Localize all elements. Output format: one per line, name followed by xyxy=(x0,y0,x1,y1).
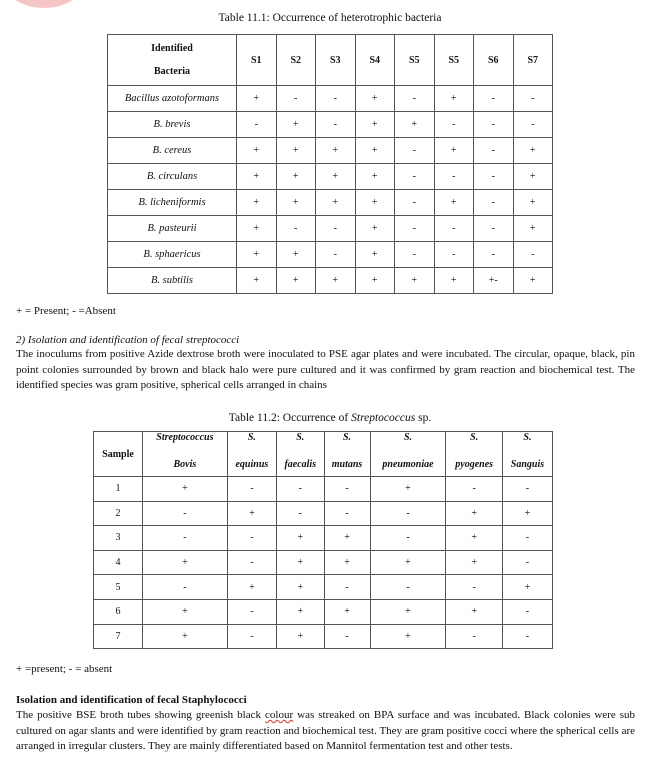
occurrence-cell: + xyxy=(370,550,446,575)
occurrence-cell: + xyxy=(276,190,316,216)
occurrence-cell: - xyxy=(502,599,552,624)
table-row xyxy=(108,216,553,242)
decorative-shape xyxy=(2,0,86,8)
occurrence-cell: - xyxy=(474,86,514,112)
heterotrophic-bacteria-table xyxy=(107,34,553,294)
occurrence-cell: - xyxy=(276,86,316,112)
bacteria-name: B. cereus xyxy=(108,138,237,164)
occurrence-cell: - xyxy=(434,242,474,268)
sample-number: 7 xyxy=(94,624,143,649)
table1-header-bacteria xyxy=(108,35,237,86)
bacteria-name: B. brevis xyxy=(108,112,237,138)
occurrence-cell: - xyxy=(316,242,356,268)
occurrence-cell: + xyxy=(502,501,552,526)
table-row xyxy=(108,164,553,190)
table-row xyxy=(94,624,553,649)
occurrence-cell: - xyxy=(474,164,514,190)
occurrence-cell: + xyxy=(277,550,325,575)
table-row xyxy=(108,112,553,138)
occurrence-cell: - xyxy=(370,575,446,600)
table-row xyxy=(94,501,553,526)
table2-column-header-bottom: pyogenes xyxy=(446,452,502,477)
table2-column-header-bottom: Bovis xyxy=(143,452,228,477)
section3-paragraph-end: was streaked on BPA surface and was incubated. Black colonies were sub cultured on agar slants and were identified by gram reaction and biochemical test. They are gram positive cocci where the spherical cells are arranged in irregular clusters. They are mainly differentiated based on Mannitol fermentation test and other tests. xyxy=(16,709,635,752)
occurrence-cell: + xyxy=(316,164,356,190)
occurrence-cell: + xyxy=(355,190,395,216)
occurrence-cell: + xyxy=(355,216,395,242)
table2-column-header-bottom: Sanguis xyxy=(502,452,552,477)
occurrence-cell: + xyxy=(237,268,277,294)
table-row xyxy=(94,599,553,624)
table-row xyxy=(108,268,553,294)
occurrence-cell: - xyxy=(277,477,325,502)
occurrence-cell: - xyxy=(143,526,228,551)
sample-number: 5 xyxy=(94,575,143,600)
occurrence-cell: - xyxy=(370,526,446,551)
bacteria-name: B. sphaericus xyxy=(108,242,237,268)
sample-number: 3 xyxy=(94,526,143,551)
occurrence-cell: - xyxy=(370,501,446,526)
table1-column-header: S2 xyxy=(276,35,316,86)
table1-column-header: S5 xyxy=(434,35,474,86)
occurrence-cell: + xyxy=(513,190,553,216)
occurrence-cell: + xyxy=(277,624,325,649)
table1-column-header: S4 xyxy=(355,35,395,86)
table1-header-line2: Bacteria xyxy=(153,66,191,77)
occurrence-cell: - xyxy=(502,624,552,649)
table2-column-header-top: S. xyxy=(446,432,502,453)
table2-column-header-top: S. xyxy=(324,432,370,453)
occurrence-cell: + xyxy=(513,268,553,294)
occurrence-cell: - xyxy=(227,599,276,624)
occurrence-cell: + xyxy=(277,599,325,624)
occurrence-cell: - xyxy=(474,138,514,164)
occurrence-cell: + xyxy=(277,575,325,600)
occurrence-cell: - xyxy=(474,190,514,216)
occurrence-cell: + xyxy=(502,575,552,600)
section2-paragraph: The inoculums from positive Azide dextrose broth were inoculated to PSE agar plates and were incubated. The circular, opaque, black, pin point colonies surrounded by brown and black halo were pure cultured and it was confirmed by gram reaction and biochemical test. The identified species was gram positive, spherical cells arranged in chains xyxy=(16,348,635,391)
occurrence-cell: + xyxy=(513,216,553,242)
occurrence-cell: - xyxy=(324,501,370,526)
occurrence-cell: - xyxy=(502,526,552,551)
bacteria-name: B. subtilis xyxy=(108,268,237,294)
table2-column-header-top: S. xyxy=(370,432,446,453)
occurrence-cell: - xyxy=(513,112,553,138)
occurrence-cell: - xyxy=(143,575,228,600)
occurrence-cell: - xyxy=(324,575,370,600)
table2-column-header-top: S. xyxy=(277,432,325,453)
table2-legend: + =present; - = absent xyxy=(16,663,113,675)
occurrence-cell: + xyxy=(276,138,316,164)
occurrence-cell: + xyxy=(276,242,316,268)
table1-legend: + = Present; - =Absent xyxy=(16,305,116,317)
table-row xyxy=(108,138,553,164)
misspelled-word: colour xyxy=(265,709,294,721)
occurrence-cell: - xyxy=(474,242,514,268)
occurrence-cell: + xyxy=(143,477,228,502)
bacteria-name: Bacillus azotoformans xyxy=(108,86,237,112)
table2-column-header-bottom: equinus xyxy=(227,452,276,477)
occurrence-cell: + xyxy=(324,526,370,551)
occurrence-cell: + xyxy=(434,268,474,294)
bacteria-name: B. licheniformis xyxy=(108,190,237,216)
table2-column-header-bottom: pneumoniae xyxy=(370,452,446,477)
occurrence-cell: + xyxy=(355,164,395,190)
occurrence-cell: + xyxy=(434,138,474,164)
table-row xyxy=(108,190,553,216)
occurrence-cell: + xyxy=(276,268,316,294)
occurrence-cell: + xyxy=(355,86,395,112)
table2-caption-prefix: Table 11.2: Occurrence of xyxy=(228,412,352,424)
occurrence-cell: + xyxy=(237,216,277,242)
table-row xyxy=(94,477,553,502)
occurrence-cell: + xyxy=(355,138,395,164)
occurrence-cell: - xyxy=(237,112,277,138)
table2-column-header-bottom: faecalis xyxy=(277,452,325,477)
section3-paragraph-start: The positive BSE broth tubes showing greenish black xyxy=(16,709,265,721)
sample-number: 6 xyxy=(94,599,143,624)
occurrence-cell: - xyxy=(513,242,553,268)
table-row xyxy=(108,242,553,268)
table2-caption-suffix: sp. xyxy=(415,412,432,424)
occurrence-cell: + xyxy=(143,599,228,624)
occurrence-cell: - xyxy=(446,624,502,649)
occurrence-cell: + xyxy=(324,550,370,575)
table1-header-row xyxy=(108,35,553,86)
occurrence-cell: - xyxy=(395,216,435,242)
occurrence-cell: - xyxy=(474,112,514,138)
occurrence-cell: + xyxy=(237,138,277,164)
table1-column-header: S7 xyxy=(513,35,553,86)
section3-heading: Isolation and identification of fecal Staphylococci xyxy=(16,694,247,706)
occurrence-cell: + xyxy=(237,86,277,112)
table2-caption-italic: Streptococcus xyxy=(351,412,416,424)
occurrence-cell: + xyxy=(370,624,446,649)
occurrence-cell: - xyxy=(395,86,435,112)
occurrence-cell: - xyxy=(446,575,502,600)
table1-column-header: S3 xyxy=(316,35,356,86)
occurrence-cell: + xyxy=(446,599,502,624)
occurrence-cell: - xyxy=(502,477,552,502)
streptococcus-table xyxy=(93,431,553,649)
occurrence-cell: + xyxy=(446,526,502,551)
table2-column-header-top: Streptococcus xyxy=(143,432,228,453)
occurrence-cell: + xyxy=(395,112,435,138)
table1-column-header: S5 xyxy=(395,35,435,86)
occurrence-cell: + xyxy=(227,575,276,600)
occurrence-cell: - xyxy=(474,216,514,242)
occurrence-cell: - xyxy=(513,86,553,112)
occurrence-cell: + xyxy=(355,242,395,268)
occurrence-cell: - xyxy=(324,477,370,502)
occurrence-cell: - xyxy=(227,624,276,649)
bacteria-name: B. circulans xyxy=(108,164,237,190)
occurrence-cell: + xyxy=(395,268,435,294)
occurrence-cell: - xyxy=(324,624,370,649)
occurrence-cell: - xyxy=(316,112,356,138)
occurrence-cell: + xyxy=(227,501,276,526)
bacteria-name: B. pasteurii xyxy=(108,216,237,242)
occurrence-cell: + xyxy=(370,477,446,502)
occurrence-cell: + xyxy=(370,599,446,624)
table2-caption xyxy=(0,412,660,424)
occurrence-cell: + xyxy=(316,268,356,294)
occurrence-cell: + xyxy=(316,138,356,164)
occurrence-cell: - xyxy=(227,477,276,502)
occurrence-cell: - xyxy=(434,112,474,138)
occurrence-cell: - xyxy=(434,216,474,242)
table2-column-header-top: S. xyxy=(502,432,552,453)
occurrence-cell: - xyxy=(316,86,356,112)
occurrence-cell: - xyxy=(276,216,316,242)
occurrence-cell: + xyxy=(237,190,277,216)
table1-column-header: S1 xyxy=(237,35,277,86)
table-row xyxy=(94,550,553,575)
occurrence-cell: +- xyxy=(474,268,514,294)
table-row xyxy=(94,526,553,551)
occurrence-cell: - xyxy=(227,550,276,575)
occurrence-cell: + xyxy=(446,501,502,526)
occurrence-cell: + xyxy=(143,624,228,649)
table2-header-sample: Sample xyxy=(94,432,143,477)
occurrence-cell: + xyxy=(316,190,356,216)
occurrence-cell: - xyxy=(227,526,276,551)
occurrence-cell: - xyxy=(395,190,435,216)
table2-header-row-top xyxy=(94,432,553,453)
occurrence-cell: - xyxy=(143,501,228,526)
occurrence-cell: + xyxy=(276,112,316,138)
occurrence-cell: - xyxy=(502,550,552,575)
sample-number: 4 xyxy=(94,550,143,575)
occurrence-cell: + xyxy=(237,164,277,190)
table2-body xyxy=(94,477,553,649)
sample-number: 1 xyxy=(94,477,143,502)
occurrence-cell: - xyxy=(395,138,435,164)
table2-header-row-bottom xyxy=(94,452,553,477)
occurrence-cell: + xyxy=(277,526,325,551)
table2-column-header-bottom: mutans xyxy=(324,452,370,477)
occurrence-cell: + xyxy=(446,550,502,575)
table1-header-line1: Identified xyxy=(151,43,193,54)
occurrence-cell: + xyxy=(434,190,474,216)
table2-column-header-top: S. xyxy=(227,432,276,453)
occurrence-cell: - xyxy=(446,477,502,502)
occurrence-cell: - xyxy=(434,164,474,190)
table1-caption: Table 11.1: Occurrence of heterotrophic bacteria xyxy=(218,12,442,24)
occurrence-cell: + xyxy=(276,164,316,190)
table1-column-header: S6 xyxy=(474,35,514,86)
occurrence-cell: - xyxy=(395,242,435,268)
occurrence-cell: + xyxy=(513,164,553,190)
occurrence-cell: + xyxy=(355,268,395,294)
section2-heading: 2) Isolation and identification of fecal streptococci xyxy=(16,334,240,346)
table-row xyxy=(94,575,553,600)
table1-body xyxy=(108,86,553,294)
occurrence-cell: - xyxy=(395,164,435,190)
occurrence-cell: + xyxy=(513,138,553,164)
table-row xyxy=(108,86,553,112)
sample-number: 2 xyxy=(94,501,143,526)
occurrence-cell: + xyxy=(237,242,277,268)
occurrence-cell: + xyxy=(143,550,228,575)
section3-paragraph xyxy=(16,708,635,755)
occurrence-cell: - xyxy=(277,501,325,526)
occurrence-cell: + xyxy=(434,86,474,112)
occurrence-cell: + xyxy=(355,112,395,138)
occurrence-cell: + xyxy=(324,599,370,624)
occurrence-cell: - xyxy=(316,216,356,242)
